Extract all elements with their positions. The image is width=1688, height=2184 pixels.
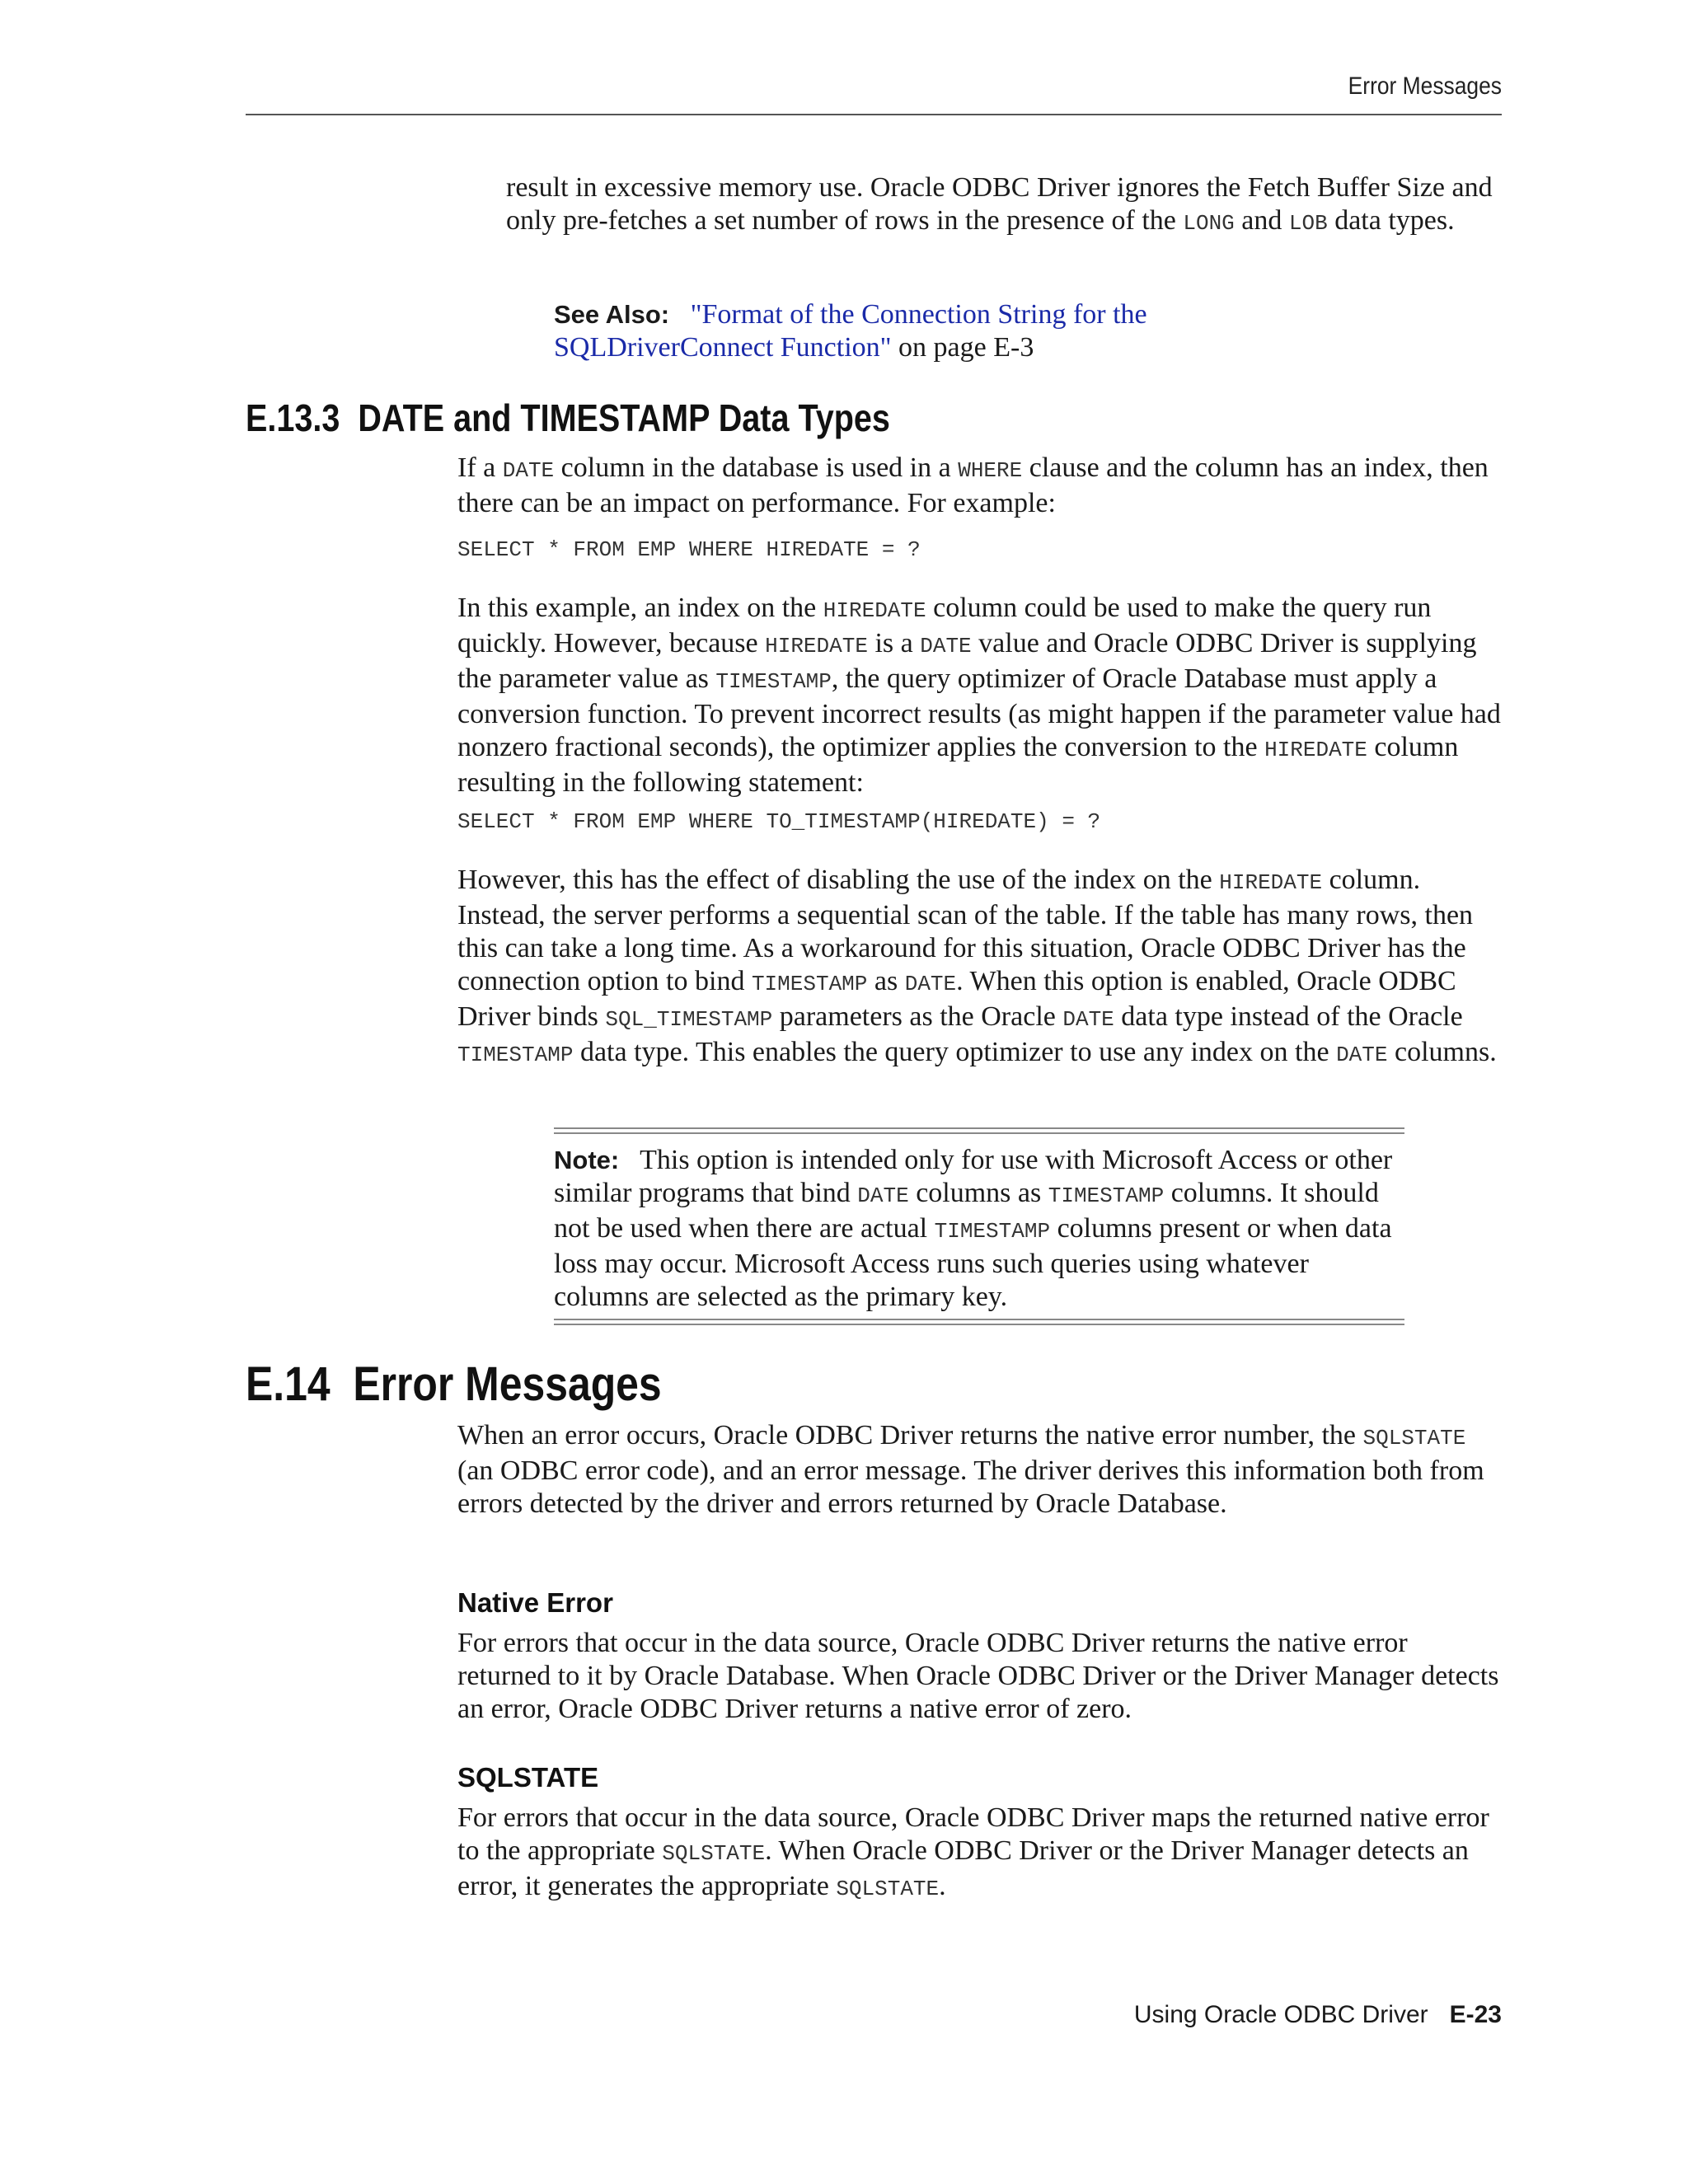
- page-number: E-23: [1449, 2001, 1502, 2028]
- see-also: [554, 298, 1213, 364]
- see-also-suffix: on page E-3: [891, 332, 1034, 363]
- header-rule: [246, 114, 1502, 115]
- section-heading-e14: [246, 1357, 662, 1412]
- footer-book-title: Using Oracle ODBC Driver: [1133, 2001, 1428, 2028]
- see-also-label: See Also:: [554, 300, 670, 329]
- page-footer: [1134, 2001, 1502, 2029]
- section-title: DATE and TIMESTAMP Data Types: [358, 396, 890, 439]
- native-error-heading: Native Error: [457, 1587, 613, 1618]
- note-bottom-rule: [554, 1319, 1404, 1325]
- intro-paragraph: result in excessive memory use. Oracle ODBC Driver ignores the Fetch Buffer Size and only pre-fetches a set number of rows in the presence of the LONG and LOB data types.: [506, 172, 1493, 236]
- date-paragraph-2: In this example, an index on the HIREDATE column could be used to make the query run quickly. However, because HIREDATE is a DATE value and Oracle ODBC Driver is supplying the parameter value as TIMESTAMP, the query optimizer of Oracle Database must apply a conversion function. To prevent incorrect results (as might happen if the parameter value had nonzero fractional seconds), the optimizer applies the conversion to the HIREDATE column resulting in the following statement:: [457, 593, 1501, 798]
- code-example-2: SELECT * FROM EMP WHERE TO_TIMESTAMP(HIREDATE) = ?: [457, 809, 1101, 834]
- date-paragraph-3: However, this has the effect of disabling the use of the index on the HIREDATE column. Instead, the server performs a sequential scan of the table. If the table has many rows, then this can take a long time. As a workaround for this situation, Oracle ODBC Driver has the connection option to bind TIMESTAMP as DATE. When this option is enabled, Oracle ODBC Driver binds SQL_TIMESTAMP parameters as the Oracle DATE data type instead of the Oracle TIMESTAMP data type. This enables the query optimizer to use any index on the DATE columns.: [457, 865, 1497, 1067]
- section-number: E.14: [246, 1357, 331, 1411]
- error-messages-paragraph: When an error occurs, Oracle ODBC Driver returns the native error number, the SQLSTATE (an ODBC error code), and an error message. The driver derives this information both from errors detected by the driver and errors returned by Oracle Database.: [457, 1420, 1484, 1519]
- note-top-rule: [554, 1127, 1404, 1134]
- section-heading-e13-3: [246, 396, 890, 440]
- sqlstate-heading: SQLSTATE: [457, 1762, 599, 1793]
- note-box: Note: This option is intended only for use with Microsoft Access or other similar programs that bind DATE columns as TIMESTAMP columns. It should not be used when there are actual TIMESTAMP columns present or when data loss may occur. Microsoft Access runs such queries using whatever columns are selected as the primary key.: [554, 1145, 1393, 1312]
- code-example-1: SELECT * FROM EMP WHERE HIREDATE = ?: [457, 537, 921, 562]
- see-also-link[interactable]: "Format of the Connection String for the SQLDriverConnect Function": [554, 299, 1147, 363]
- section-title: Error Messages: [353, 1357, 662, 1411]
- section-number: E.13.3: [246, 396, 340, 439]
- sqlstate-paragraph: For errors that occur in the data source, Oracle ODBC Driver maps the returned native error to the appropriate SQLSTATE. When Oracle ODBC Driver or the Driver Manager detects an error, it generates the appropriate SQLSTATE.: [457, 1802, 1489, 1901]
- native-error-paragraph: For errors that occur in the data source, Oracle ODBC Driver returns the native error returned to it by Oracle Database. When Oracle ODBC Driver or the Driver Manager detects an error, Oracle ODBC Driver returns a native error of zero.: [457, 1628, 1499, 1724]
- running-header: Error Messages: [1348, 73, 1502, 100]
- date-paragraph-1: If a DATE column in the database is used in a WHERE clause and the column has an index, then there can be an impact on performance. For example:: [457, 452, 1489, 518]
- note-label: Note:: [554, 1146, 620, 1174]
